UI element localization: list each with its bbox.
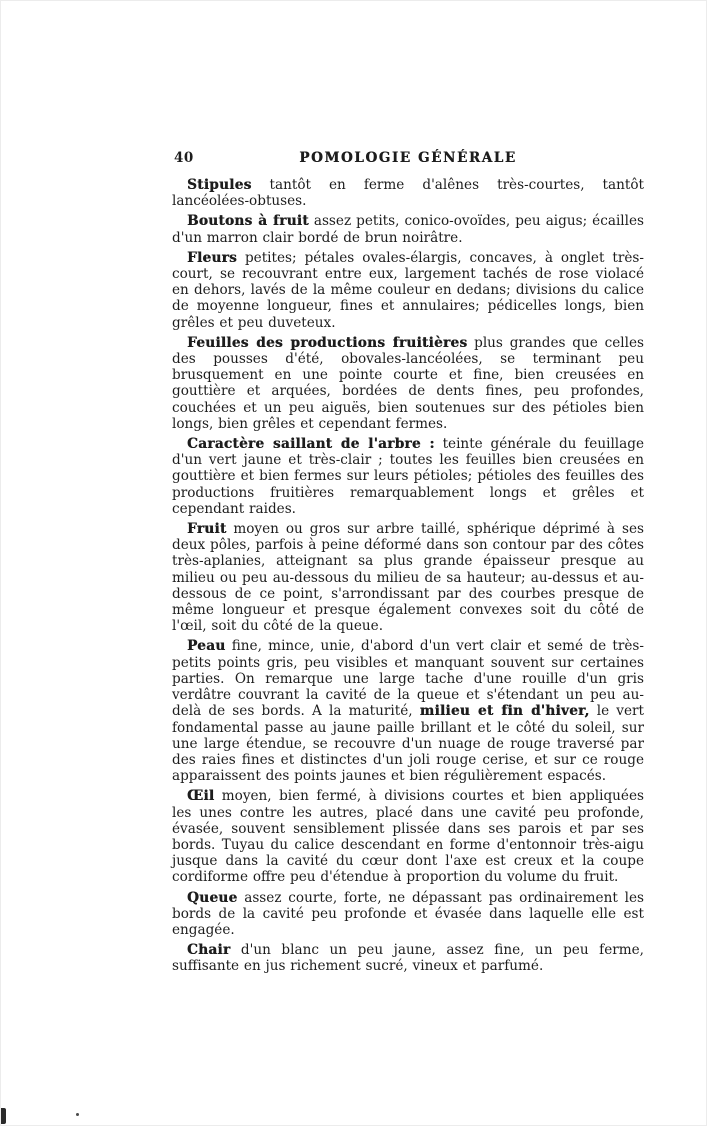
- paragraph-lead-text: Chair: [187, 942, 231, 959]
- paragraph-lead-text: Stipules: [187, 177, 252, 193]
- text-block: [172, 150, 644, 979]
- paragraph-body-text: assez courte, forte, ne dépassant pas ordinairement les bords de la cavité peu profonde et évasée dans laquelle elle est engagée.: [172, 889, 644, 938]
- paragraph: [172, 890, 644, 939]
- paragraph-body-text: plus grandes que celles des pousses d'été, obovales-lancéolées, se terminant peu brusquement en une pointe courte et fine, bien creusées en gouttière et arquées, bordées de dents fines, peu profondes, couchées et un peu aiguës, bien soutenues sur des pétioles bien longs, bien grêles et cependant fermes.: [172, 334, 645, 432]
- page-header: [172, 150, 644, 168]
- paragraph-body-text: teinte générale du feuillage d'un vert jaune et très-clair ; toutes les feuilles bien creusées en gouttière et bien fermes sur leurs pétioles; pétioles des feuilles des productions fruitières remarquablement longs et grêles et cependant raides.: [172, 436, 644, 517]
- paragraph-body-text: assez petits, conico-ovoïdes, peu aigus; écailles d'un marron clair bordé de brun noirâtre.: [172, 213, 645, 246]
- paragraph-body-text: d'un blanc un peu jaune, assez fine, un peu ferme, suffisante en jus richement sucré, vineux et parfumé.: [172, 942, 644, 975]
- paragraph: [172, 521, 644, 634]
- page-number: 40: [174, 150, 194, 166]
- paragraph: [172, 436, 644, 517]
- paragraph-lead-text: Fleurs: [187, 249, 237, 266]
- paragraph-body-text: le vert fondamental passe au jaune paille brillant et le côté du soleil, sur une large étendue, se recouvre d'un nuage de rouge traversé par des raies fines et distinctes d'un joli rouge cerise, et sur ce rouge apparaissent des points jaunes et bien régulièrement espacés.: [172, 703, 644, 785]
- paragraph-lead-text: Caractère saillant de l'arbre :: [187, 436, 435, 453]
- paragraph-lead-text: Peau: [187, 638, 226, 655]
- paragraph: [172, 788, 644, 885]
- paragraph-lead-text: Fruit: [187, 521, 227, 538]
- paragraph-lead-text: Queue: [187, 889, 238, 906]
- paragraph: [172, 335, 644, 432]
- paragraph-body-text: moyen ou gros sur arbre taillé, sphérique déprimé à ses deux pôles, parfois à peine déformé dans son contour par des côtes très-aplanies, atteignant sa plus grande épaisseur presque au milieu ou peu au-dessous du milieu de sa hauteur; au-dessus et au-dessous de ce point, s'arrondissant par des courbes presque de même longueur et presque également convexes soit du côté de l'œil, soit du côté de la queue.: [172, 521, 644, 635]
- paragraph-body-text: fine, mince, unie, d'abord d'un vert clair et semé de très-petits points gris, peu visibles et manquant souvent sur certaines parties. On remarque une large tache d'une rouille d'un gris verdâtre couvrant la cavité de la queue et s'étendant un peu au-delà de ses bords. A la maturité,: [172, 638, 644, 720]
- paragraph: [172, 250, 644, 331]
- paragraph: [172, 638, 644, 784]
- paragraph-lead-text: Œil: [187, 788, 215, 805]
- paragraph-body-text: petites; pétales ovales-élargis, concaves, à onglet très-court, se recouvrant entre eux, largement tachés de rose violacé en dehors, lavés de la même couleur en dedans; divisions du calice de moyenne longueur, fines et annulaires; pédicelles longs, bien grêles et peu duveteux.: [172, 249, 644, 331]
- paragraph-lead-text: milieu et fin d'hiver,: [419, 703, 590, 720]
- paragraph-lead-text: Boutons à fruit: [187, 213, 309, 230]
- paragraph: [172, 177, 644, 209]
- scan-artifact-mark: [1, 1108, 6, 1124]
- paragraph-body-text: moyen, bien fermé, à divisions courtes et bien appliquées les unes contre les autres, placé dans une cavité peu profonde, évasée, souvent sensiblement plissée dans ses parois et par ses bords. Tuyau du calice descendant en forme d'entonnoir très-aigu jusque dans la cavité du cœur dont l'axe est creux et la coupe cordiforme offre peu d'étendue à proportion du volume du fruit.: [172, 788, 644, 886]
- paragraph-lead-text: Feuilles des productions fruitières: [187, 334, 468, 351]
- page-content: [172, 177, 644, 975]
- running-title: POMOLOGIE GÉNÉRALE: [299, 150, 517, 166]
- scan-artifact-dot: [76, 1113, 79, 1116]
- paragraph: [172, 942, 644, 974]
- paragraph-body-text: tantôt en ferme d'alênes très-courtes, tantôt lancéolées-obtuses.: [172, 177, 644, 210]
- paragraph: [172, 213, 644, 245]
